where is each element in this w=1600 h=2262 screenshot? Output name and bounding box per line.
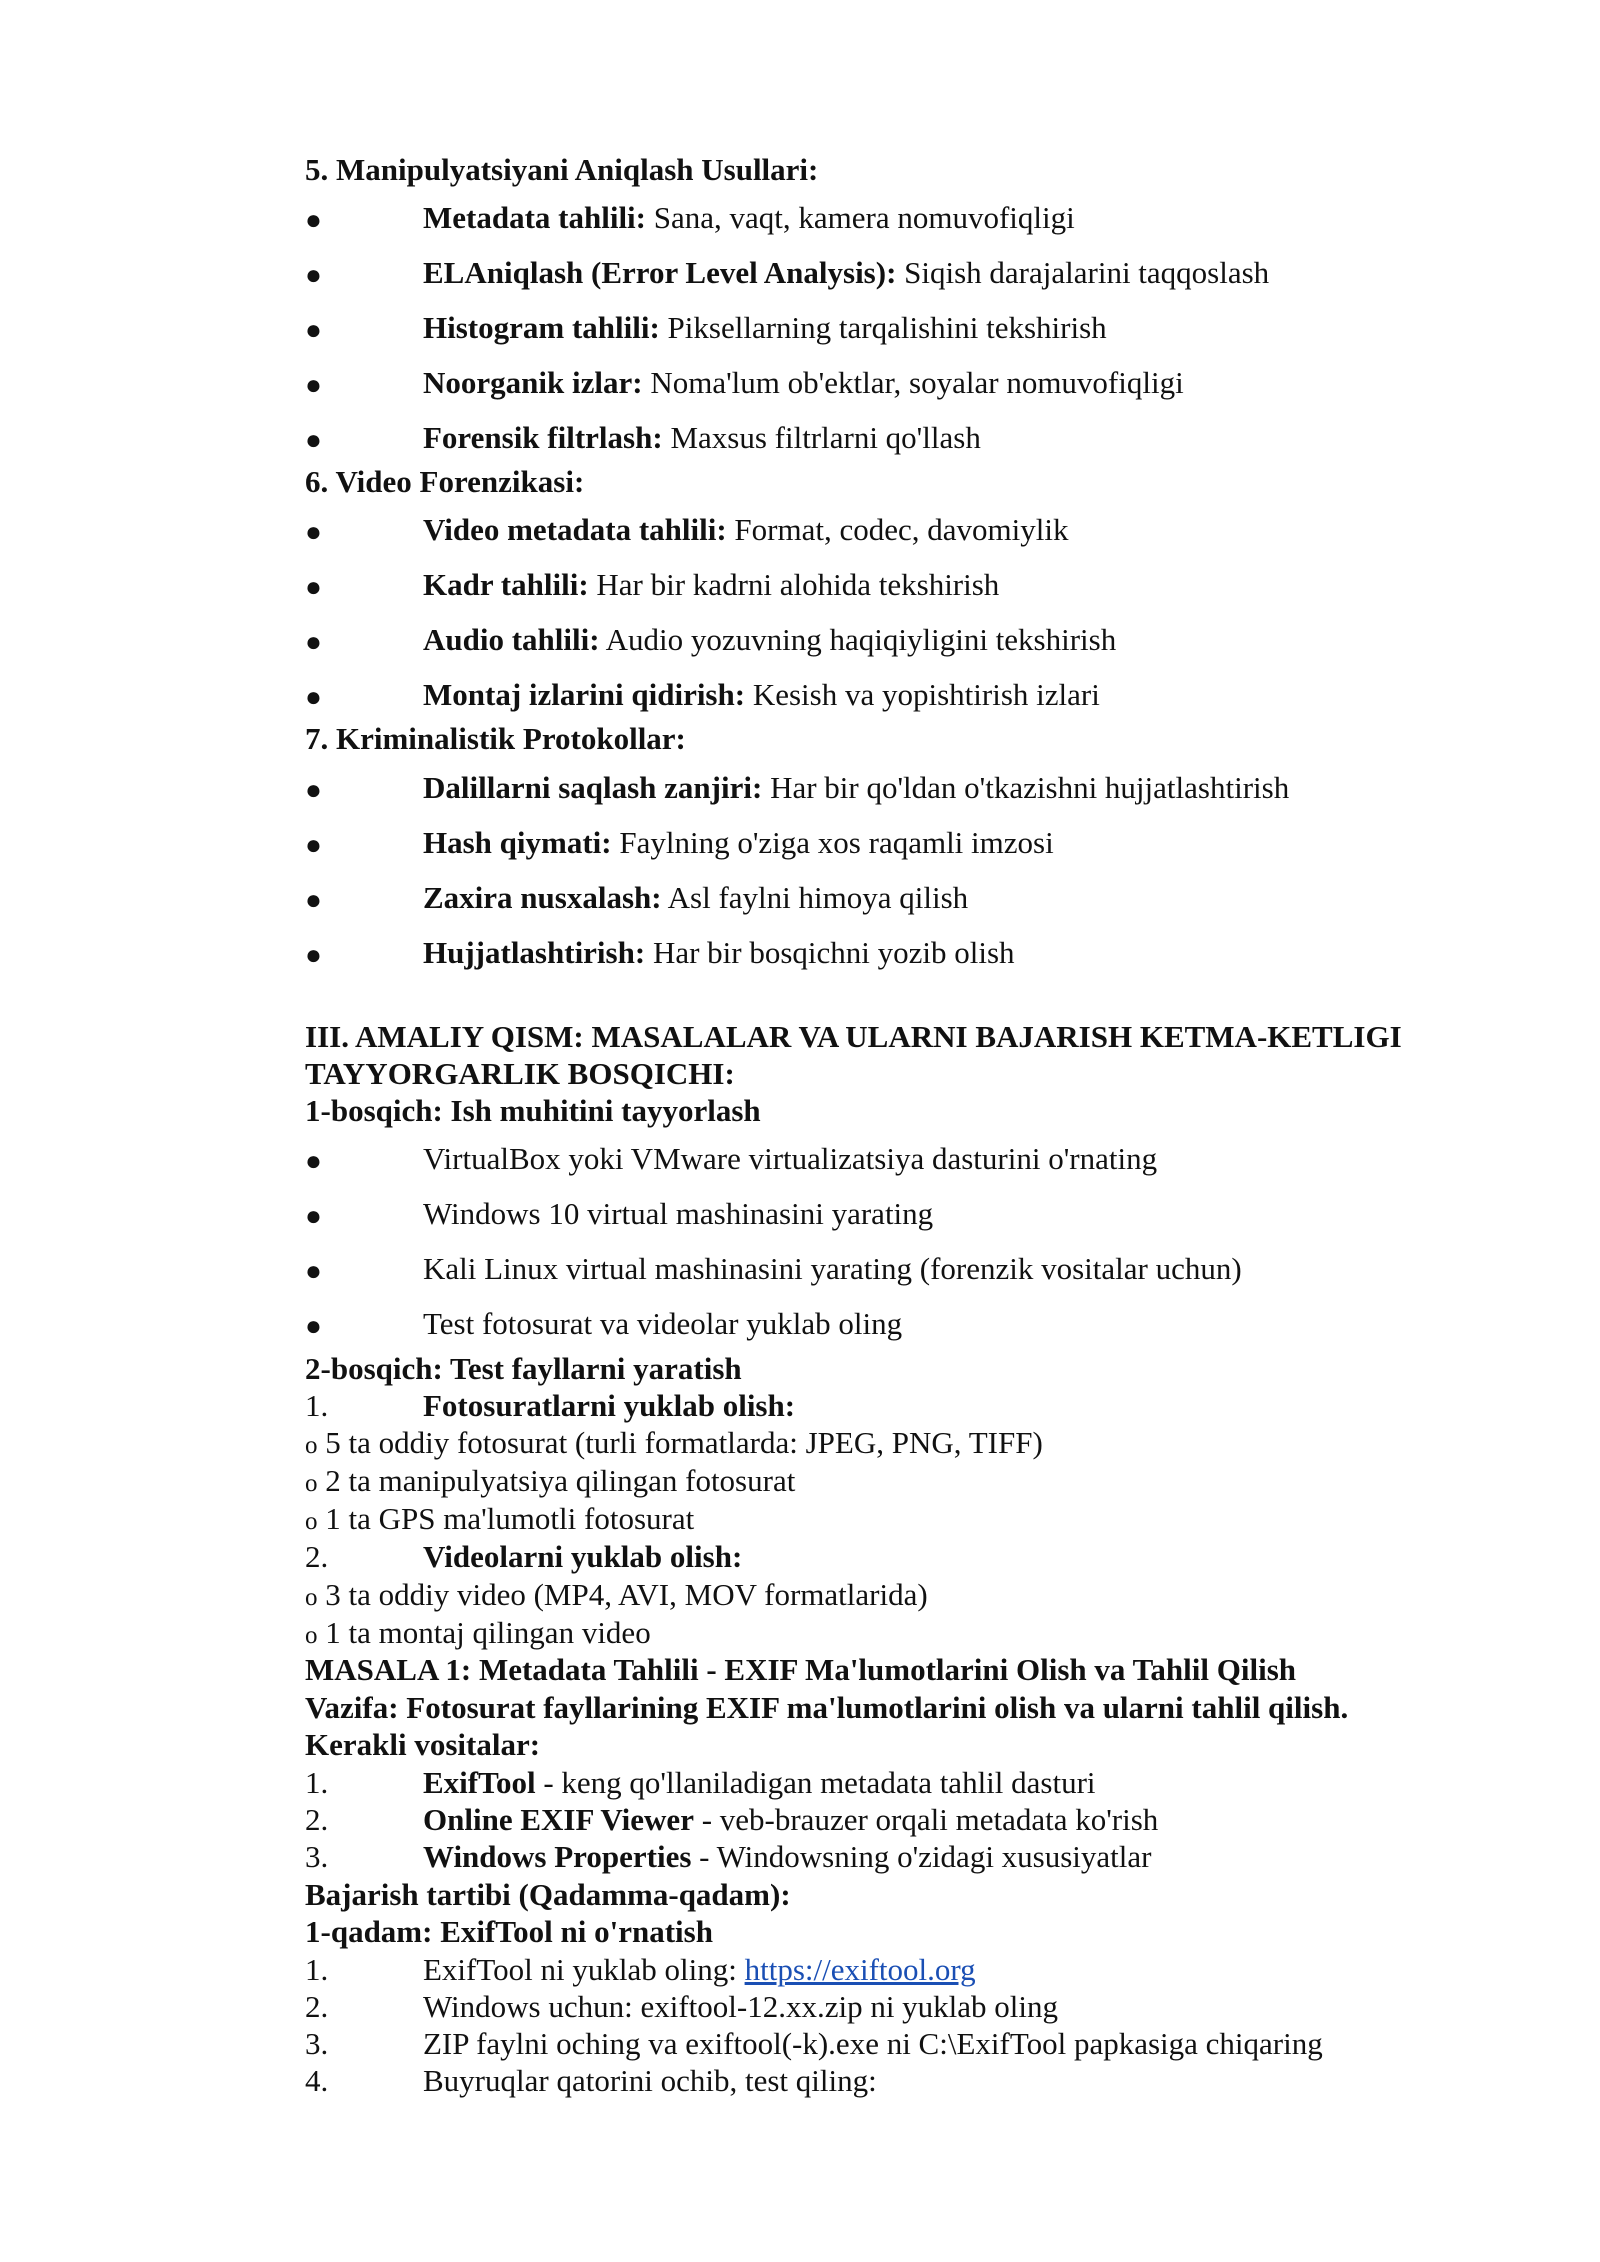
section-5-heading: 5. Manipulyatsiyani Aniqlash Usullari: (305, 152, 819, 187)
bullet-icon: ● (305, 830, 322, 861)
masala-1-title: MASALA 1: Metadata Tahlili - EXIF Ma'lumotlarini Olish va Tahlil Qilish (305, 1652, 1297, 1687)
bullet-icon: ● (305, 1311, 322, 1342)
description: Maxsus filtrlarni qo'llash (662, 420, 981, 455)
tools-heading: Kerakli vositalar: (305, 1727, 541, 1762)
term: Forensik filtrlash: (423, 420, 663, 455)
term: Montaj izlarini qidirish: (423, 677, 746, 712)
list-item-text: VirtualBox yoki VMware virtualizatsiya dasturini o'rnating (423, 1141, 1158, 1176)
bullet-icon: ● (305, 260, 322, 291)
bullet-icon: ● (305, 885, 322, 916)
item-title: Videolarni yuklab olish: (423, 1539, 743, 1574)
bullet-icon: ● (305, 425, 322, 456)
description: Sana, vaqt, kamera nomuvofiqligi (646, 200, 1075, 235)
sub-item (305, 1463, 795, 1499)
bullet-icon: ● (305, 205, 322, 236)
list-item-text: Kali Linux virtual mashinasini yarating (forenzik vositalar uchun) (423, 1251, 1242, 1286)
term: Histogram tahlili: (423, 310, 660, 345)
bullet-icon: ● (305, 775, 322, 806)
description: Piksellarning tarqalishini tekshirish (659, 310, 1107, 345)
description: Faylning o'ziga xos raqamli imzosi (611, 825, 1054, 860)
bullet-icon: ● (305, 1201, 322, 1232)
exiftool-link[interactable]: https://exiftool.org (744, 1952, 976, 1987)
sub-item (305, 1615, 651, 1651)
bullet-icon: ● (305, 1256, 322, 1287)
section-6-heading: 6. Video Forenzikasi: (305, 464, 585, 499)
description: Siqish darajalarini taqqoslash (896, 255, 1270, 290)
item-number: 1. (305, 1765, 329, 1800)
section-7-heading: 7. Kriminalistik Protokollar: (305, 721, 686, 756)
bullet-icon: ● (305, 682, 322, 713)
step-text: Buyruqlar qatorini ochib, test qiling: (423, 2063, 877, 2098)
step-2-heading: 2-bosqich: Test fayllarni yaratish (305, 1351, 742, 1386)
sub-bullet-icon: o (305, 1508, 318, 1535)
bullet-icon: ● (305, 517, 322, 548)
step-text: ZIP faylni oching va exiftool(-k).exe ni C:\ExifTool papkasiga chiqaring (423, 2026, 1323, 2061)
description: Har bir qo'ldan o'tkazishni hujjatlashtirish (762, 770, 1290, 805)
bullet-icon: ● (305, 627, 322, 658)
item-number: 1. (305, 1388, 329, 1423)
list-item-text: Windows 10 virtual mashinasini yarating (423, 1196, 934, 1231)
tool-name: ExifTool (423, 1765, 536, 1800)
term: Video metadata tahlili: (423, 512, 727, 547)
description: Audio yozuvning haqiqiyligini tekshirish (599, 622, 1117, 657)
tool-desc: - veb-brauzer orqali metadata ko'rish (693, 1802, 1159, 1837)
term: Dalillarni saqlash zanjiri: (423, 770, 763, 805)
sub-item (305, 1425, 1043, 1461)
item-number: 1. (305, 1952, 329, 1987)
item-number: 2. (305, 1539, 329, 1574)
sub-bullet-icon: o (305, 1622, 318, 1649)
item-number: 2. (305, 1802, 329, 1837)
sub-item-text: 1 ta montaj qilingan video (325, 1615, 651, 1650)
sub-item (305, 1577, 928, 1613)
sub-bullet-icon: o (305, 1470, 318, 1497)
qadam-1-heading: 1-qadam: ExifTool ni o'rnatish (305, 1914, 713, 1949)
sub-bullet-icon: o (305, 1432, 318, 1459)
term: Zaxira nusxalash: (423, 880, 662, 915)
bullet-icon: ● (305, 315, 322, 346)
bullet-icon: ● (305, 1146, 322, 1177)
term: Metadata tahlili: (423, 200, 646, 235)
term: Audio tahlili: (423, 622, 600, 657)
description: Har bir kadrni alohida tekshirish (588, 567, 1000, 602)
term: Hash qiymati: (423, 825, 612, 860)
sub-item-text: 2 ta manipulyatsiya qilingan fotosurat (325, 1463, 796, 1498)
bullet-icon: ● (305, 370, 322, 401)
step-text: Windows uchun: exiftool-12.xx.zip ni yuklab oling (423, 1989, 1059, 2024)
tool-desc: - keng qo'llaniladigan metadata tahlil dasturi (535, 1765, 1096, 1800)
term: Hujjatlashtirish: (423, 935, 646, 970)
order-heading: Bajarish tartibi (Qadamma-qadam): (305, 1877, 791, 1912)
part-3-subheading: TAYYORGARLIK BOSQICHI: (305, 1056, 735, 1091)
list-item-text: Test fotosurat va videolar yuklab oling (423, 1306, 903, 1341)
description: Har bir bosqichni yozib olish (645, 935, 1015, 970)
part-3-heading: III. AMALIY QISM: MASALALAR VA ULARNI BAJARISH KETMA-KETLIGI (305, 1019, 1402, 1054)
bullet-icon: ● (305, 572, 322, 603)
bullet-icon: ● (305, 940, 322, 971)
tool-name: Online EXIF Viewer (423, 1802, 694, 1837)
item-number: 3. (305, 2026, 329, 2061)
step-1-heading: 1-bosqich: Ish muhitini tayyorlash (305, 1093, 761, 1128)
item-number: 3. (305, 1839, 329, 1874)
step-text: ExifTool ni yuklab oling: (423, 1952, 745, 1987)
item-title: Fotosuratlarni yuklab olish: (423, 1388, 796, 1423)
description: Asl faylni himoya qilish (661, 880, 969, 915)
term: Kadr tahlili: (423, 567, 589, 602)
masala-1-task: Vazifa: Fotosurat fayllarining EXIF ma'lumotlarini olish va ularni tahlil qilish. (305, 1690, 1349, 1725)
term: Noorganik izlar: (423, 365, 643, 400)
tool-desc: - Windowsning o'zidagi xususiyatlar (691, 1839, 1152, 1874)
sub-item-text: 5 ta oddiy fotosurat (turli formatlarda: JPEG, PNG, TIFF) (325, 1425, 1043, 1460)
sub-item-text: 1 ta GPS ma'lumotli fotosurat (325, 1501, 695, 1536)
item-number: 2. (305, 1989, 329, 2024)
sub-item-text: 3 ta oddiy video (MP4, AVI, MOV formatlarida) (325, 1577, 928, 1612)
sub-bullet-icon: o (305, 1584, 318, 1611)
description: Format, codec, davomiylik (726, 512, 1069, 547)
description: Kesish va yopishtirish izlari (745, 677, 1100, 712)
description: Noma'lum ob'ektlar, soyalar nomuvofiqligi (642, 365, 1184, 400)
tool-name: Windows Properties (423, 1839, 692, 1874)
term: ELAniqlash (Error Level Analysis): (423, 255, 897, 290)
sub-item (305, 1501, 694, 1537)
item-number: 4. (305, 2063, 329, 2098)
